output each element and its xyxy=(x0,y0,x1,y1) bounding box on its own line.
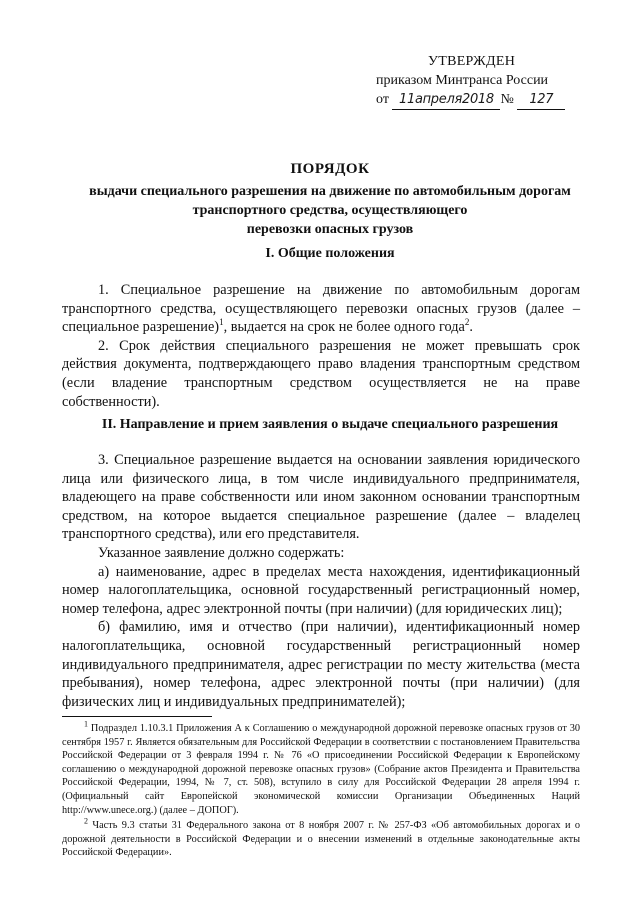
approval-date-line xyxy=(376,90,565,110)
footnote-ref-2: 2 xyxy=(464,317,470,328)
footnote-1-text: Подраздел 1.10.3.1 Приложения А к Соглашению о международной дорожной перевозке опасных грузов от 30 сентября 1957 г. Является обязательным для Российской Федерации в соответствии с постановлением Правительства Российской Федерации от 3 февраля 1994 г. № 76 «О присоединении Российской Федерации к Европейскому соглашению о международной дорожной перевозке опасных грузов» (Собрание актов Президента и Правительства Российской Федерации, 1994, № 7, ст. 508), вступило в силу для Российской Федерации 28 апреля 1994 г. (Официальный сайт Европейской экономической комиссии Организации Объединенных Наций http://www.unece.org.) (далее – ДОПОГ). xyxy=(62,723,580,816)
list-item-b: б) фамилию, имя и отчество (при наличии), идентификационный номер налогоплательщика, основной государственный регистрационный номер индивидуального предпринимателя, адрес регистрации по месту жительства (места пребывания), номер телефона, адрес электронной почты (при наличии) (для физических лиц и индивидуальных предпринимателей); xyxy=(62,619,580,710)
approval-order: приказом Минтранса России xyxy=(376,73,549,88)
document-subtitle-1: выдачи специального разрешения на движение по автомобильным дорогам xyxy=(89,184,571,199)
handwritten-number: 127 xyxy=(517,90,565,110)
section-2-heading: II. Направление и прием заявления о выдаче специального разрешения xyxy=(101,417,559,432)
footnotes xyxy=(62,719,580,862)
footnote-ref-1: 1 xyxy=(219,317,224,328)
footnote-1 xyxy=(62,719,580,817)
paragraph-1-mid: , выдается на срок не более одного года xyxy=(223,319,465,336)
approval-stamp xyxy=(376,52,565,110)
footnote-2 xyxy=(62,816,580,860)
document-title: ПОРЯДОК xyxy=(290,161,370,177)
paragraph-3: 3. Специальное разрешение выдается на основании заявления юридического лица или физического лица, в том числе индивидуального предпринимателя, владеющего на праве собственности или ином законном основании транспортным средством, на которое выдается специальное разрешение (далее – владелец транспортного средства), или его представителя. xyxy=(62,452,580,543)
number-prefix: № xyxy=(500,92,514,107)
list-item-a: а) наименование, адрес в пределах места нахождения, идентификационный номер налогоплательщика, основной государственный регистрационный номер, номер телефона, адрес электронной почты (при наличии) (для юридических лиц); xyxy=(62,563,580,617)
paragraph-2: 2. Срок действия специального разрешения не может превышать срок действия документа, подтверждающего право владения транспортным средством (если владение транспортным средством осуществляется не на праве собственности). xyxy=(62,337,580,410)
paragraph-4: Указанное заявление должно содержать: xyxy=(98,544,345,561)
document-title-block xyxy=(60,160,600,239)
section-2-body xyxy=(62,451,580,711)
footnote-2-mark: 2 xyxy=(84,816,88,826)
document-subtitle-2: транспортного средства, осуществляющего xyxy=(192,203,468,218)
date-prefix: от xyxy=(376,92,389,107)
paragraph-1 xyxy=(62,281,580,337)
approval-title: УТВЕРЖДЕН xyxy=(428,54,516,69)
paragraph-1-text: 1. Специальное разрешение на движение по автомобильным дорогам транспортного средства, осуществляющего перевозки опасных грузов (далее – специальное разрешение) xyxy=(62,282,580,336)
handwritten-date: 11апреля2018 xyxy=(392,90,500,110)
section-1-heading: I. Общие положения xyxy=(265,246,395,261)
footnote-2-text: Часть 9.3 статьи 31 Федерального закона от 8 ноября 2007 г. № 257-ФЗ «Об автомобильных дорогах и о дорожной деятельности в Российской Федерации и о внесении изменений в отдельные законодательные акты Российской Федерации». xyxy=(62,820,580,859)
footnote-divider xyxy=(62,716,212,717)
section-1-body xyxy=(62,281,580,411)
paragraph-1-end: . xyxy=(469,319,473,336)
footnote-1-mark: 1 xyxy=(84,719,88,729)
document-subtitle-3: перевозки опасных грузов xyxy=(246,222,414,237)
